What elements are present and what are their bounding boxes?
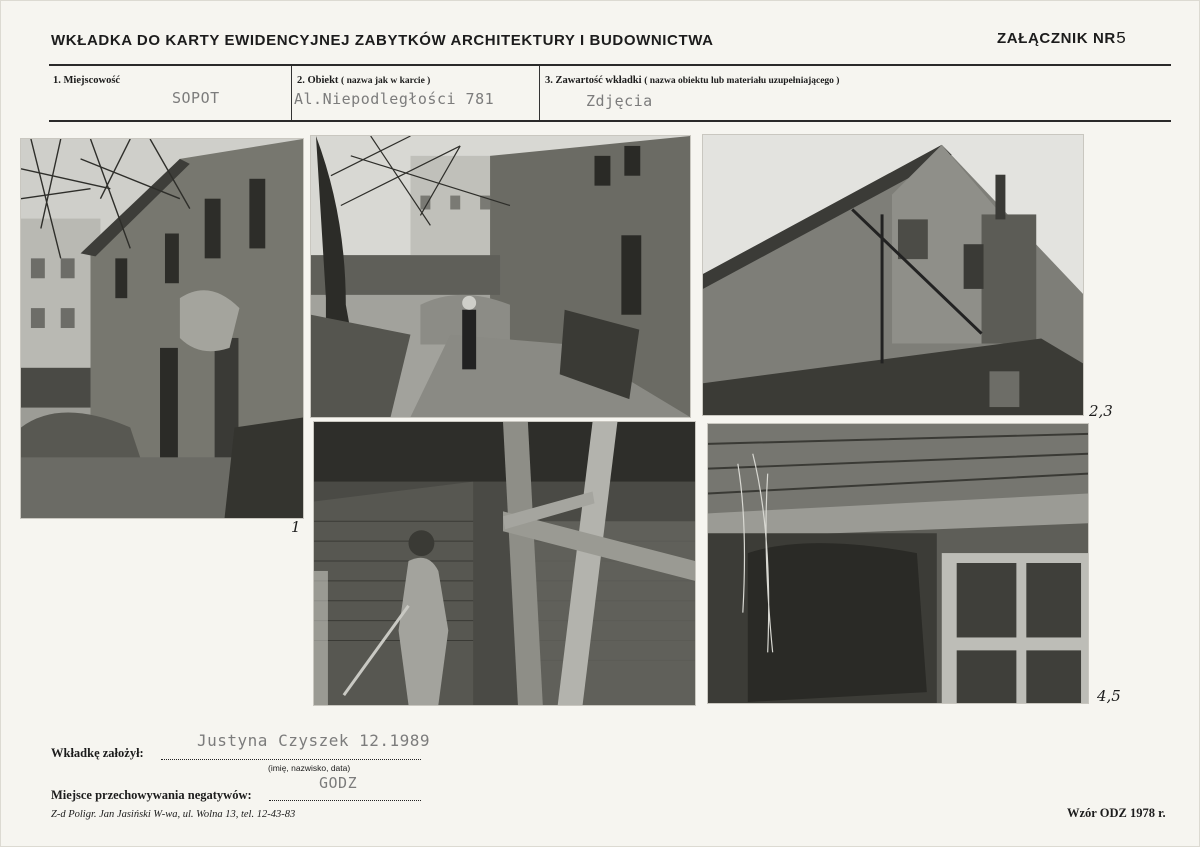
storage-label: Miejsce przechowywania negatywów:	[51, 788, 252, 802]
photo-gable-chimney	[702, 134, 1084, 416]
header-bottom-rule	[49, 120, 1171, 122]
content-label-group	[545, 75, 839, 86]
storage-dotted-line	[269, 800, 421, 801]
form-model: Wzór ODZ 1978 r.	[1067, 806, 1166, 820]
object-label: 2. Obiekt	[297, 75, 339, 86]
photo-courtyard-tree	[310, 135, 691, 418]
printer-imprint: Z-d Poligr. Jan Jasiński W-wa, ul. Wolna 13, tel. 12-43-83	[51, 809, 296, 820]
field-divider-1	[291, 66, 292, 120]
annex-number: 5	[1115, 30, 1127, 49]
photo-label-2-3: 2,3	[1089, 402, 1113, 420]
annex-label	[997, 30, 1127, 49]
object-label-group	[297, 75, 430, 86]
content-hint: ( nazwa obiektu lub materiału uzupełniającego )	[644, 76, 840, 86]
photo-window-wall	[707, 423, 1089, 704]
photo-label-1: 1	[291, 518, 301, 536]
content-label: 3. Zawartość wkładki	[545, 75, 642, 86]
founder-label: Wkładkę założył:	[51, 746, 144, 760]
locality-label: 1. Miejscowość	[53, 75, 121, 86]
storage-value: GODZ	[319, 774, 358, 792]
annex-label-text: ZAŁĄCZNIK NR	[997, 30, 1116, 47]
content-value: Zdjęcia	[586, 92, 653, 110]
object-value: Al.Niepodległości 781	[294, 90, 495, 108]
photo-house-facade	[20, 138, 304, 519]
locality-value: SOPOT	[172, 89, 220, 107]
founder-value: Justyna Czyszek 12.1989	[197, 731, 431, 750]
photo-label-4-5: 4,5	[1097, 687, 1121, 705]
form-title: WKŁADKA DO KARTY EWIDENCYJNEJ ZABYTKÓW ARCHITEKTURY I BUDOWNICTWA	[51, 32, 714, 49]
header-top-rule	[49, 64, 1171, 66]
founder-hint: (imię, nazwisko, data)	[268, 763, 351, 773]
photo-worker-beams	[313, 421, 696, 706]
object-hint: ( nazwa jak w karcie )	[341, 76, 431, 86]
field-divider-2	[539, 66, 540, 120]
founder-dotted-line	[161, 759, 421, 760]
